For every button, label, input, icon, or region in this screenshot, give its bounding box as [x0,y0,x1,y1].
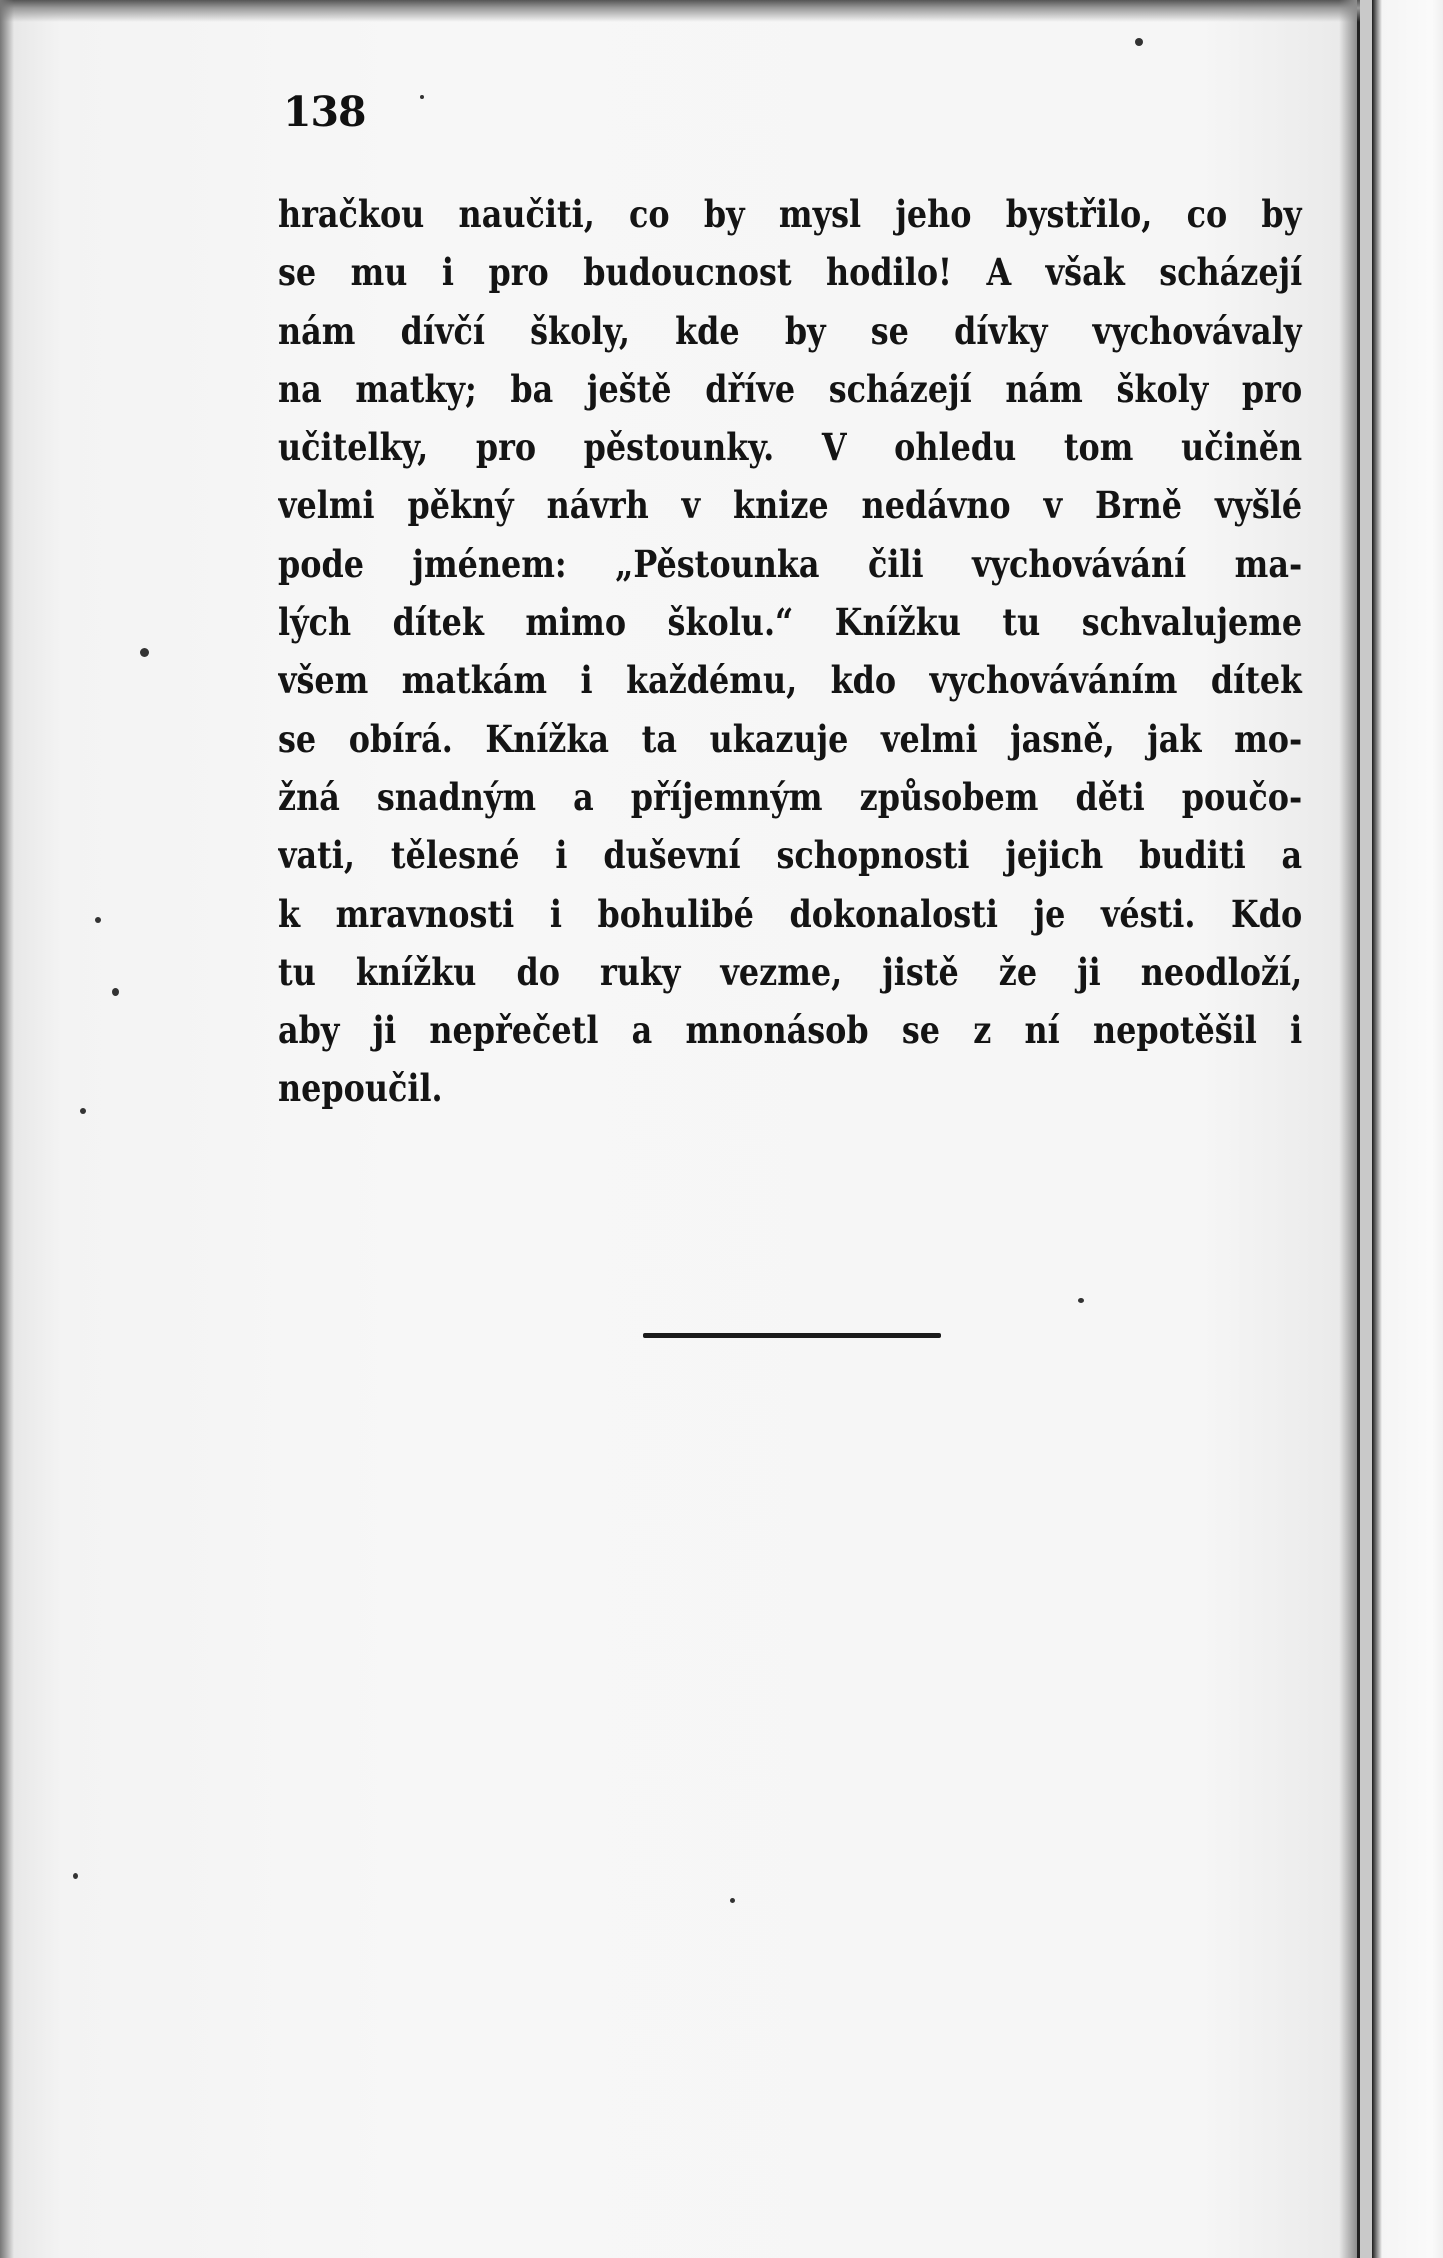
print-speck [730,1898,735,1903]
text-line: velmi pěkný návrh v knize nedávno v Brně vyšlé [278,483,1303,528]
text-line: k mravnosti i bohulibé dokonalosti je vésti. Kdo [278,891,1303,936]
print-speck [112,988,119,996]
page-right-edge [1339,0,1357,2258]
text-line: nám dívčí školy, kde by se dívky vychovávaly [278,308,1303,353]
print-speck [1078,1298,1084,1303]
page-body-text [278,185,1302,1118]
text-line: se obírá. Knížka ta ukazuje velmi jasně, jak mo- [278,716,1303,761]
text-line: vati, tělesné i duševní schopnosti jejich buditi a [278,833,1303,878]
page-left-edge [0,0,14,2258]
text-line: aby ji nepřečetl a mnonásob se z ní nepotěšil i [278,1008,1303,1053]
page-number: 138 [283,88,366,136]
text-line: se mu i pro budoucnost hodilo! A však scházejí [278,250,1303,295]
text-line: pode jménem: „Pěstounka čili vychovávání ma- [278,541,1303,586]
print-speck [140,648,149,657]
text-line-last: nepoučil. [278,1066,443,1111]
text-line: učitelky, pro pěstounky. V ohledu tom učiněn [278,425,1303,470]
page-top-edge [0,0,1360,22]
section-end-rule [643,1333,941,1338]
print-speck [73,1873,78,1879]
text-line: lých dítek mimo školu.“ Knížku tu schvalujeme [278,600,1303,645]
print-speck [95,917,101,923]
text-line: tu knížku do ruky vezme, jistě že ji neodloží, [278,949,1303,994]
print-speck [420,95,424,99]
text-line: všem matkám i každému, kdo vychováváním dítek [278,658,1303,703]
text-line: hračkou naučiti, co by mysl jeho bystřilo, co by [278,192,1303,236]
adjacent-page-edge [1372,0,1443,2258]
text-line: žná snadným a příjemným způsobem děti poučo- [278,774,1303,819]
text-line: na matky; ba ještě dříve scházejí nám školy pro [278,366,1303,411]
print-speck [80,1108,86,1114]
print-speck [1135,38,1143,46]
